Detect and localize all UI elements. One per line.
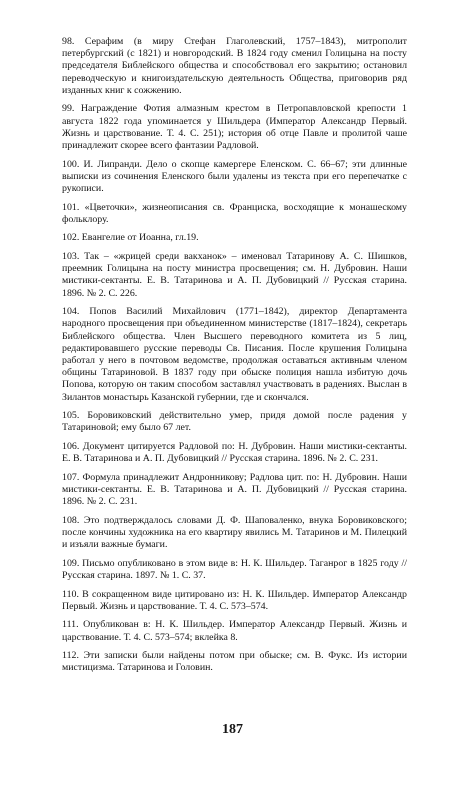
endnote-112: 112. Эти записки были найдены потом при обыске; см. В. Фукс. Из истории мистицизма. Татаринова и Головин. — [62, 650, 407, 674]
endnotes-list — [62, 36, 407, 675]
endnote-108: 108. Это подтверждалось словами Д. Ф. Шаповаленко, внука Боровиковского; после кончины художника на его квартиру явились М. Татаринов и М. Пилецкий и изъяли важные бумаги. — [62, 514, 407, 551]
endnote-103: 103. Так – «жрицей среди вакханок» – именовал Татаринову А. С. Шишков, преемник Голицына на посту министра просвещения; см. Н. Дубровин. Наши мистики-сектанты. Е. В. Татаринова и А. П. Дубовицкий // Русская старина. 1896. № 2. С. 226. — [62, 251, 407, 299]
endnote-110: 110. В сокращенном виде цитировано из: Н. К. Шильдер. Император Александр Первый. Жизнь и царствование. Т. 4. С. 573–574. — [62, 588, 407, 612]
endnote-105: 105. Боровиковский действительно умер, придя домой после радения у Татариновой; ему было 67 лет. — [62, 410, 407, 434]
endnote-100: 100. И. Липранди. Дело о скопце камергере Еленском. С. 66–67; эти длинные выписки из сочинения Еленского были удалены из текста при его перепечатке с рукописи. — [62, 158, 407, 195]
page-number: 187 — [222, 722, 243, 737]
endnote-101: 101. «Цветочки», жизнеописания св. Франциска, восходящие к монашескому фольклору. — [62, 201, 407, 225]
endnote-111: 111. Опубликован в: Н. К. Шильдер. Император Александр Первый. Жизнь и царствование. Т. 4. С. 573–574; вклейка 8. — [62, 619, 407, 643]
endnote-106: 106. Документ цитируется Радловой по: Н. Дубровин. Наши мистики-сектанты. Е. В. Татаринова и А. П. Дубовицкий // Русская старина. 1896. № 2. С. 231. — [62, 441, 407, 465]
endnote-109: 109. Письмо опубликовано в этом виде в: Н. К. Шильдер. Таганрог в 1825 году // Русская старина. 1897. № 1. С. 37. — [62, 557, 407, 582]
endnote-104: 104. Попов Василий Михайлович (1771–1842), директор Департамента народного просвещения при объединенном министерстве (1817–1824), секретарь Библейского общества. Член Высшего переводного комитета из 5 лиц, редактировавшего русские переводы Св. Писания. После крушения Голицына работал у него в почтовом ведомстве, продолжая оставаться активным членом общины Татариновой. В 1837 году при обыске полиция нашла избитую дочь Попова, которую он таким способом заставлял участвовать в радениях. Выслан в Зилантов монастырь Казанской губернии, где и скончался. — [62, 306, 407, 403]
endnote-102: 102. Евангелие от Иоанна, гл.19. — [62, 232, 199, 244]
endnote-99: 99. Награждение Фотия алмазным крестом в Петропавловской крепости 1 августа 1822 года упоминается у Шильдера (Император Александр Первый. Жизнь и царствование. Т. 4. С. 251); история об отце Павле и пролитой чаше принадлежит скорее всего фантазии Радловой. — [62, 103, 407, 152]
endnote-98: 98. Серафим (в миру Стефан Глаголевский, 1757–1843), митрополит петербургский (с 1821) и новгородский. В 1824 году сменил Голицына на посту председателя Библейского общества и способствовал его закрытию; остановил переводческую и книгоиздательскую деятельность Общества, приговорив ряд изданных книг к сожжению. — [62, 36, 407, 96]
endnote-107: 107. Формула принадлежит Андронникову; Радлова цит. по: Н. Дубровин. Наши мистики-сектанты. Е. В. Татаринова и А. П. Дубовицкий // Русская старина. 1896. № 2. С. 231. — [62, 471, 407, 508]
